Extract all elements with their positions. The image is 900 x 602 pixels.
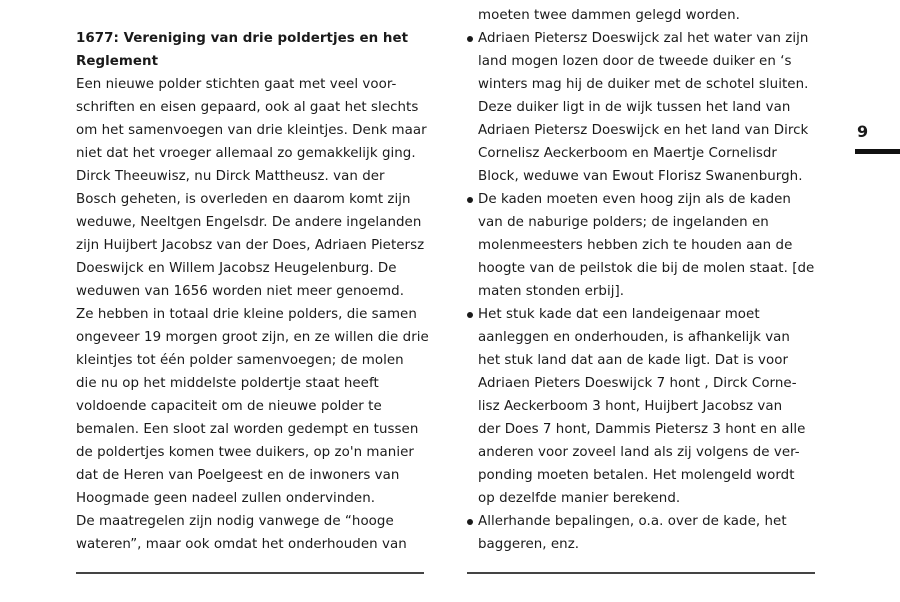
section-heading-line: 1677: Vereniging van drie poldertjes en het	[76, 31, 409, 46]
left-footer-rule	[76, 572, 424, 574]
bullet-text-line: Adriaen Pietersz Doeswijck en het land van Dirck	[478, 123, 809, 138]
body-text-line: om het samenvoegen van drie kleintjes. Denk maar	[76, 123, 427, 138]
page-tab-marker	[855, 149, 900, 154]
bullet-text-line: baggeren, enz.	[478, 537, 580, 552]
bullet-icon	[467, 519, 473, 525]
bullet-text-line: winters mag hij de duiker met de schotel sluiten.	[478, 77, 809, 92]
bullet-text-line: Het stuk kade dat een landeigenaar moet	[478, 307, 760, 322]
bullet-icon	[467, 36, 473, 42]
body-text-line: bemalen. Een sloot zal worden gedempt en tussen	[76, 422, 419, 437]
body-text-line: Doeswijck en Willem Jacobsz Heugelenburg. De	[76, 261, 397, 276]
body-text-line: schriften en eisen gepaard, ook al gaat het slechts	[76, 100, 419, 115]
bullet-text-line: Adriaen Pieters Doeswijck 7 hont , Dirck Corne-	[478, 376, 797, 391]
body-text-line: Dirck Theeuwisz, nu Dirck Mattheusz. van der	[76, 169, 385, 184]
body-text-line: die nu op het middelste poldertje staat heeft	[76, 376, 379, 391]
body-text-line: dat de Heren van Poelgeest en de inwoners van	[76, 468, 400, 483]
body-text-line: de poldertjes komen twee duikers, op zo'n manier	[76, 445, 414, 460]
bullet-icon	[467, 312, 473, 318]
bullet-text-line: Adriaen Pietersz Doeswijck zal het water van zijn	[478, 31, 809, 46]
bullet-text-line: van de naburige polders; de ingelanden en	[478, 215, 769, 230]
body-text-line: niet dat het vroeger allemaal zo gemakkelijk ging.	[76, 146, 416, 161]
bullet-text-line: maten stonden erbij].	[478, 284, 625, 299]
body-text-line: De maatregelen zijn nodig vanwege de “hooge	[76, 514, 394, 529]
bullet-text-line: lisz Aeckerboom 3 hont, Huijbert Jacobsz van	[478, 399, 783, 414]
body-text-line: Een nieuwe polder stichten gaat met veel voor-	[76, 77, 397, 92]
page-number: 9	[857, 122, 869, 141]
bullet-text-line: der Does 7 hont, Dammis Pietersz 3 hont en alle	[478, 422, 806, 437]
bullet-text-line: Block, weduwe van Ewout Florisz Swanenburgh.	[478, 169, 803, 184]
body-text-line: zijn Huijbert Jacobsz van der Does, Adriaen Pietersz	[76, 238, 425, 253]
body-text-line: Ze hebben in totaal drie kleine polders, die samen	[76, 307, 417, 322]
body-text-line: weduwe, Neeltgen Engelsdr. De andere ingelanden	[76, 215, 422, 230]
body-text-line: kleintjes tot één polder samenvoegen; de molen	[76, 353, 404, 368]
body-text-line: weduwen van 1656 worden niet meer genoemd.	[76, 284, 405, 299]
bullet-text-line: het stuk land dat aan de kade ligt. Dat is voor	[478, 353, 789, 368]
section-heading-line: Reglement	[76, 54, 159, 69]
body-text-line: Bosch geheten, is overleden en daarom komt zijn	[76, 192, 411, 207]
right-footer-rule	[467, 572, 815, 574]
bullet-text-line: Allerhande bepalingen, o.a. over de kade, het	[478, 514, 787, 529]
bullet-text-line: ponding moeten betalen. Het molengeld wordt	[478, 468, 795, 483]
body-text-line: Hoogmade geen nadeel zullen ondervinden.	[76, 491, 376, 506]
bullet-text-line: land mogen lozen door de tweede duiker en ‘s	[478, 54, 792, 69]
bullet-text-line: anderen voor zoveel land als zij volgens de ver-	[478, 445, 800, 460]
bullet-text-line: op dezelfde manier berekend.	[478, 491, 681, 506]
bullet-text-line: hoogte van de peilstok die bij de molen staat. [de	[478, 261, 815, 276]
body-text-line: wateren”, maar ook omdat het onderhouden van	[76, 537, 407, 552]
body-text-line: ongeveer 19 morgen groot zijn, en ze willen die drie	[76, 330, 429, 345]
continuation-text-line: moeten twee dammen gelegd worden.	[478, 8, 740, 23]
bullet-text-line: Cornelisz Aeckerboom en Maertje Cornelisdr	[478, 146, 777, 161]
bullet-text-line: De kaden moeten even hoog zijn als de kaden	[478, 192, 791, 207]
bullet-icon	[467, 197, 473, 203]
bullet-text-line: aanleggen en onderhouden, is afhankelijk van	[478, 330, 790, 345]
bullet-text-line: Deze duiker ligt in de wijk tussen het land van	[478, 100, 791, 115]
bullet-text-line: molenmeesters hebben zich te houden aan de	[478, 238, 793, 253]
body-text-line: voldoende capaciteit om de nieuwe polder te	[76, 399, 382, 414]
